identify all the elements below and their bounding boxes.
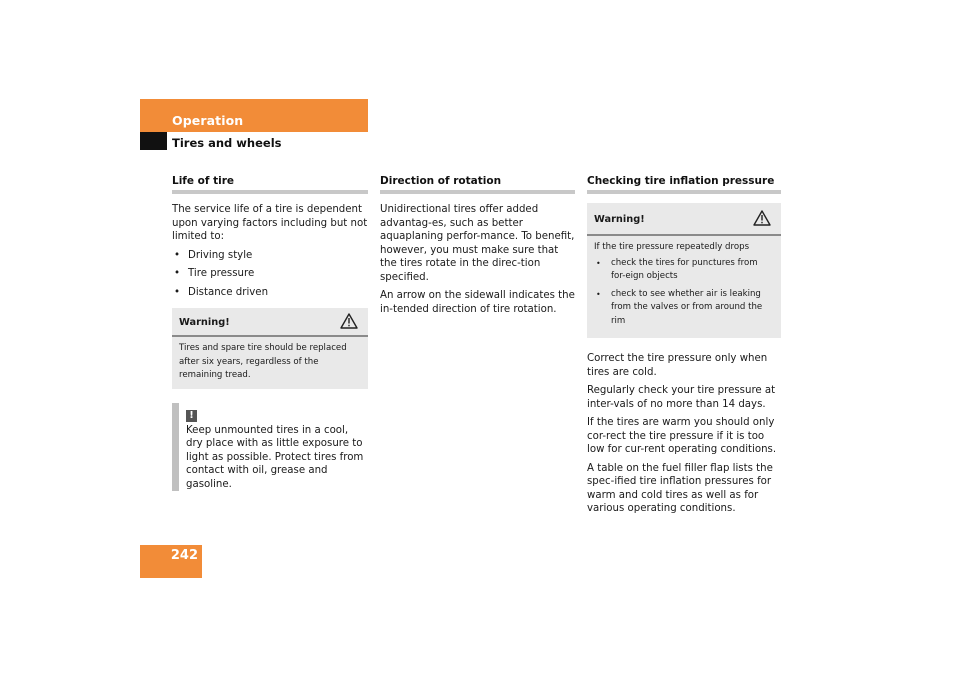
note-bar [172, 403, 179, 492]
warning-intro: If the tire pressure repeatedly drops [594, 242, 750, 252]
pressure-paragraph-1: Correct the tire pressure only when tires are cold. [587, 353, 768, 378]
column-pressure [587, 174, 781, 521]
warning-triangle-icon [753, 210, 771, 226]
column-direction [380, 174, 575, 321]
pressure-paragraph-3: If the tires are warm you should only cor-rect the tire pressure if it is too low for cur-rent operating conditions. [587, 417, 777, 455]
direction-paragraph-1: Unidirectional tires offer added advantag-es, such as better aquaplaning perfor-mance. To benefit, however, you must make sure that the tires rotate in the direc-tion specified. [380, 204, 575, 283]
exclamation-icon: ! [186, 410, 197, 422]
life-intro: The service life of a tire is dependent upon varying factors including but not limited to: [172, 204, 368, 242]
warning-body [587, 236, 781, 338]
warning-header [172, 308, 368, 337]
section-subtitle: Tires and wheels [172, 136, 282, 150]
pressure-paragraph-2: Regularly check your tire pressure at inter-vals of no more than 14 days. [587, 385, 776, 410]
warning-label: Warning! [179, 317, 230, 328]
list-item: • check to see whether air is leaking from the valves or from around the rim [596, 288, 763, 326]
heading-direction: Direction of rotation [380, 174, 575, 194]
pressure-paragraph-4: A table on the fuel filler flap lists the spec-ified tire inflation pressures for warm and cold tires as well as for various operating conditions. [587, 462, 773, 514]
note-text: Keep unmounted tires in a cool, dry place with as little exposure to light as possible. Protect tires from contact with oil, grease and gasoline. [186, 424, 364, 490]
warning-list [594, 257, 774, 329]
warning-box-tire-age [172, 308, 368, 389]
page-number: 242 [140, 545, 202, 578]
list-item: • Tire pressure [174, 268, 255, 279]
direction-paragraph-2: An arrow on the sidewall indicates the in-tended direction of tire rotation. [380, 290, 575, 315]
section-title: Operation [172, 113, 244, 128]
heading-life-of-tire: Life of tire [172, 174, 368, 194]
warning-header [587, 203, 781, 236]
life-factors-list [172, 249, 368, 300]
heading-pressure: Checking tire inflation pressure [587, 174, 781, 194]
list-item: • Driving style [174, 249, 253, 261]
header-marker [140, 132, 167, 150]
list-item: • Distance driven [174, 286, 269, 298]
warning-triangle-icon [340, 313, 358, 329]
warning-text: Tires and spare tire should be replaced after six years, regardless of the remaining tread. [179, 343, 347, 380]
list-item: • check the tires for punctures from for-eign objects [596, 257, 758, 281]
note-box-storage [172, 403, 368, 492]
warning-label: Warning! [594, 214, 645, 225]
column-life-of-tire [172, 174, 368, 491]
warning-box-pressure [587, 203, 781, 338]
